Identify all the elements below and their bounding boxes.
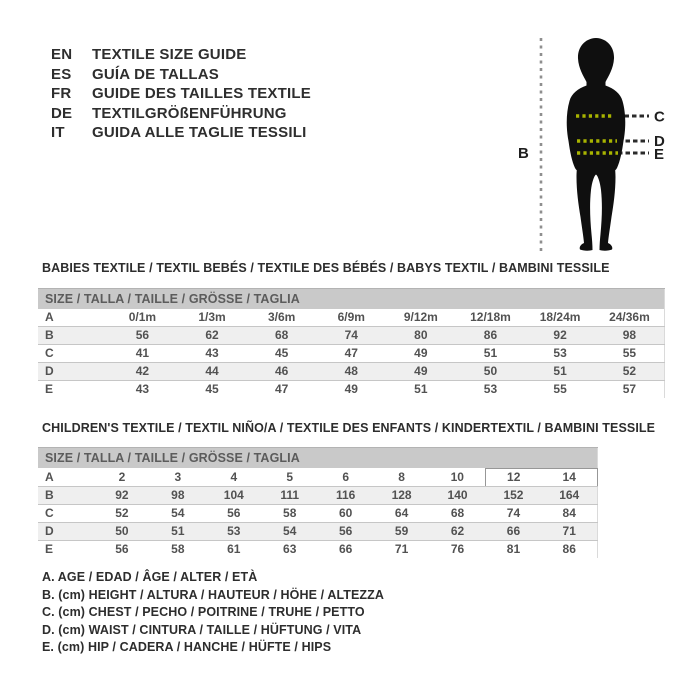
babies-section-heading: BABIES TEXTILE / TEXTIL BEBÉS / TEXTILE DES BÉBÉS / BABYS TEXTIL / BAMBINI TESSILE bbox=[42, 261, 610, 275]
table-cell: 86 bbox=[562, 542, 576, 556]
table-cell: 61 bbox=[227, 542, 241, 556]
child-silhouette-figure bbox=[505, 25, 675, 257]
table-cell: 6/9m bbox=[316, 309, 386, 327]
table-row bbox=[38, 523, 598, 541]
table-cell: 62 bbox=[177, 327, 247, 345]
legend-item: B. (cm) HEIGHT / ALTURA / HAUTEUR / HÖHE / ALTEZZA bbox=[42, 587, 385, 602]
table-cell: 3 bbox=[150, 469, 206, 487]
table-header: SIZE / TALLA / TAILLE / GRÖSSE / TAGLIA bbox=[38, 448, 598, 469]
table-cell: 111 bbox=[262, 487, 318, 505]
babies-size-table bbox=[38, 288, 665, 398]
table-cell: 49 bbox=[386, 363, 456, 381]
table-cell: 6 bbox=[318, 469, 374, 487]
language-code: ES bbox=[51, 65, 72, 83]
children-section-heading: CHILDREN'S TEXTILE / TEXTIL NIÑO/A / TEXTILE DES ENFANTS / KINDERTEXTIL / BAMBINI TESSILE bbox=[42, 421, 656, 435]
table-row bbox=[38, 345, 665, 363]
table-cell: 53 bbox=[483, 382, 498, 396]
row-label: E bbox=[45, 542, 54, 556]
table-cell: 164 bbox=[541, 487, 597, 505]
table-cell: 47 bbox=[274, 382, 289, 396]
table-cell: 104 bbox=[206, 487, 262, 505]
table-cell: 86 bbox=[456, 327, 526, 345]
table-cell: 50 bbox=[94, 523, 150, 541]
legend-item: A. AGE / EDAD / ÂGE / ALTER / ETÀ bbox=[42, 570, 258, 584]
language-row bbox=[51, 123, 311, 143]
table-cell: 60 bbox=[318, 505, 374, 523]
row-label: B bbox=[38, 487, 94, 505]
table-row bbox=[38, 381, 665, 399]
language-title: GUIDE DES TAILLES TEXTILE bbox=[92, 85, 311, 103]
table-row bbox=[38, 327, 665, 345]
table-cell: 3/6m bbox=[247, 309, 317, 327]
height-label: B bbox=[518, 145, 529, 162]
language-code: EN bbox=[51, 46, 73, 64]
table-cell: 128 bbox=[374, 487, 430, 505]
table-cell: 12/18m bbox=[456, 309, 526, 327]
table-cell: 68 bbox=[430, 505, 486, 523]
table-cell: 51 bbox=[414, 382, 428, 396]
table-cell: 55 bbox=[553, 382, 567, 396]
measurement-legend bbox=[42, 569, 384, 657]
language-code: IT bbox=[51, 124, 65, 142]
table-cell: 0/1m bbox=[108, 309, 178, 327]
table-header-row bbox=[38, 448, 598, 469]
table-cell: 54 bbox=[150, 505, 206, 523]
table-cell: 46 bbox=[247, 363, 317, 381]
table-cell: 10 bbox=[430, 469, 486, 487]
row-label: B bbox=[38, 327, 108, 345]
language-title: TEXTILGRÖßENFÜHRUNG bbox=[92, 104, 287, 122]
table-row bbox=[38, 487, 598, 505]
table-cell: 1/3m bbox=[177, 309, 247, 327]
language-code: FR bbox=[51, 85, 72, 103]
table-cell: 63 bbox=[283, 542, 297, 556]
table-cell: 55 bbox=[595, 345, 665, 363]
language-title-list bbox=[51, 45, 311, 143]
table-cell: 58 bbox=[171, 542, 185, 556]
waist-label: D bbox=[654, 133, 665, 150]
table-cell: 42 bbox=[108, 363, 178, 381]
language-row bbox=[51, 65, 311, 85]
table-cell: 92 bbox=[94, 487, 150, 505]
table-cell: 98 bbox=[150, 487, 206, 505]
table-cell: 2 bbox=[94, 469, 150, 487]
table-row bbox=[38, 469, 598, 487]
row-label: A bbox=[38, 469, 94, 487]
table-cell: 74 bbox=[486, 505, 542, 523]
table-cell: 53 bbox=[206, 523, 262, 541]
table-cell: 52 bbox=[595, 363, 665, 381]
table-cell: 45 bbox=[205, 382, 219, 396]
row-label: A bbox=[38, 309, 108, 327]
table-cell: 66 bbox=[338, 542, 353, 556]
table-cell: 54 bbox=[262, 523, 318, 541]
table-row bbox=[38, 309, 665, 327]
table-cell: 43 bbox=[135, 382, 150, 396]
chest-label: C bbox=[654, 108, 665, 126]
language-title: TEXTILE SIZE GUIDE bbox=[92, 46, 247, 64]
legend-item: D. (cm) WAIST / CINTURA / TAILLE / HÜFTUNG / VITA bbox=[42, 622, 362, 637]
table-cell: 92 bbox=[525, 327, 595, 345]
row-label: E bbox=[45, 382, 54, 396]
table-cell: 53 bbox=[525, 345, 595, 363]
table-cell: 84 bbox=[541, 505, 597, 523]
table-row bbox=[38, 363, 665, 381]
table-cell: 116 bbox=[318, 487, 374, 505]
row-label: D bbox=[38, 523, 94, 541]
table-cell: 51 bbox=[525, 363, 595, 381]
table-header: SIZE / TALLA / TAILLE / GRÖSSE / TAGLIA bbox=[38, 289, 665, 310]
legend-item: E. (cm) HIP / CADERA / HANCHE / HÜFTE / HIPS bbox=[42, 640, 332, 654]
language-title: GUÍA DE TALLAS bbox=[92, 65, 219, 83]
language-row bbox=[51, 104, 311, 124]
table-cell: 56 bbox=[318, 523, 374, 541]
children-size-table bbox=[38, 447, 598, 558]
table-cell: 152 bbox=[486, 487, 542, 505]
table-cell: 50 bbox=[456, 363, 526, 381]
row-label: C bbox=[38, 345, 108, 363]
table-cell: 24/36m bbox=[595, 309, 665, 327]
table-cell: 41 bbox=[108, 345, 178, 363]
table-cell: 56 bbox=[115, 542, 129, 556]
table-cell: 58 bbox=[262, 505, 318, 523]
table-cell: 56 bbox=[108, 327, 178, 345]
table-cell: 98 bbox=[595, 327, 665, 345]
table-cell: 74 bbox=[316, 327, 386, 345]
table-row bbox=[38, 505, 598, 523]
language-title: GUIDA ALLE TAGLIE TESSILI bbox=[92, 124, 307, 142]
language-row bbox=[51, 84, 311, 104]
table-cell: 56 bbox=[206, 505, 262, 523]
table-cell: 47 bbox=[316, 345, 386, 363]
table-cell: 81 bbox=[506, 542, 521, 556]
table-cell: 51 bbox=[150, 523, 206, 541]
table-cell: 66 bbox=[486, 523, 542, 541]
table-cell: 49 bbox=[386, 345, 456, 363]
table-header-row bbox=[38, 289, 665, 310]
table-cell: 68 bbox=[247, 327, 317, 345]
table-cell: 64 bbox=[374, 505, 430, 523]
table-cell: 52 bbox=[94, 505, 150, 523]
table-cell: 44 bbox=[177, 363, 247, 381]
table-cell: 80 bbox=[386, 327, 456, 345]
table-cell: 59 bbox=[374, 523, 430, 541]
table-cell: 71 bbox=[394, 542, 409, 556]
table-cell: 5 bbox=[262, 469, 318, 487]
table-cell: 57 bbox=[622, 382, 637, 396]
table-cell: 48 bbox=[316, 363, 386, 381]
table-cell: 62 bbox=[430, 523, 486, 541]
table-cell: 9/12m bbox=[386, 309, 456, 327]
table-cell: 45 bbox=[247, 345, 317, 363]
row-label: D bbox=[38, 363, 108, 381]
hip-label: E bbox=[654, 146, 665, 163]
table-cell: 51 bbox=[456, 345, 526, 363]
legend-item: C. (cm) CHEST / PECHO / POITRINE / TRUHE / PETTO bbox=[42, 605, 365, 619]
language-row bbox=[51, 45, 311, 65]
table-cell: 76 bbox=[450, 542, 465, 556]
row-label: C bbox=[38, 505, 94, 523]
language-code: DE bbox=[51, 104, 73, 122]
table-cell: 49 bbox=[344, 382, 358, 396]
table-cell: 43 bbox=[177, 345, 247, 363]
table-cell: 140 bbox=[430, 487, 486, 505]
table-cell: 71 bbox=[541, 523, 597, 541]
table-row bbox=[38, 541, 598, 559]
table-cell: 4 bbox=[206, 469, 262, 487]
child-silhouette bbox=[567, 38, 626, 251]
table-cell: 12 bbox=[486, 469, 542, 487]
table-cell: 18/24m bbox=[525, 309, 595, 327]
table-cell: 14 bbox=[541, 469, 597, 487]
table-cell: 8 bbox=[374, 469, 430, 487]
